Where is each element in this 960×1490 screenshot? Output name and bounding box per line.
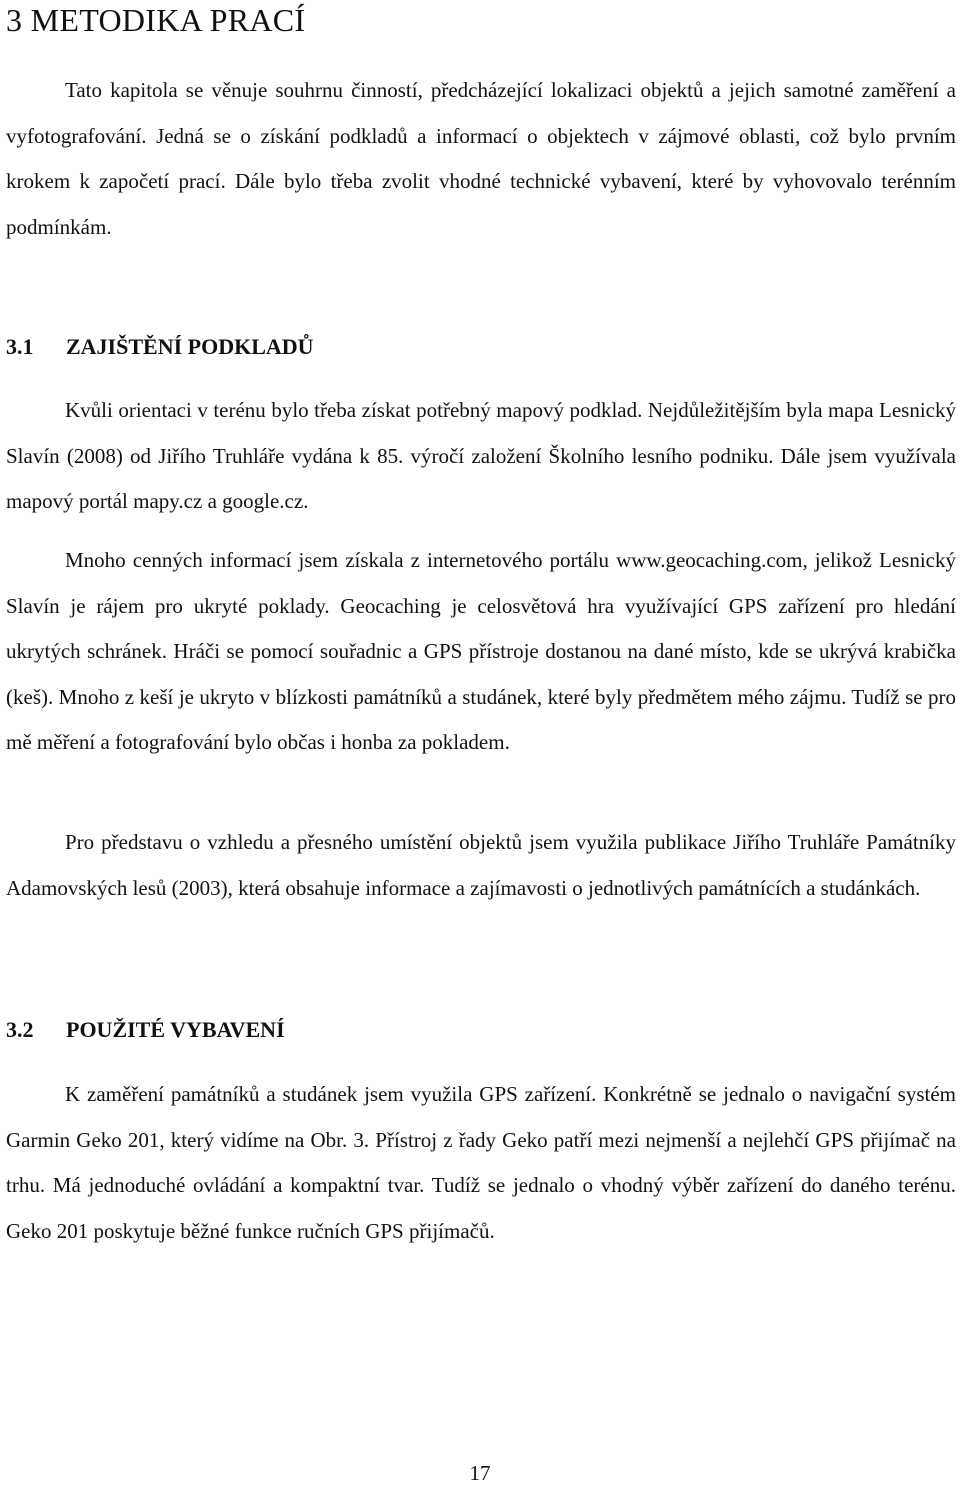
chapter-intro-paragraph: Tato kapitola se věnuje souhrnu činností, předcházející lokalizaci objektů a jejich samotné zaměření a vyfotografování. Jedná se o získání podkladů a informací o objektech v zájmové oblasti, což bylo prvním krokem k započetí prací. Dále bylo třeba zvolit vhodné technické vybavení, které by vyhovovalo terénním podmínkám. [6,78,956,239]
section-title: POUŽITÉ VYBAVENÍ [66,1017,285,1042]
section-number: 3.2 [6,1017,34,1042]
chapter-title: 3 METODIKA PRACÍ [6,2,306,38]
page-number: 17 [469,1461,491,1485]
section-heading-3-2 [6,1015,285,1045]
section-title: ZAJIŠTĚNÍ PODKLADŮ [66,334,314,359]
section-heading-3-1 [6,332,314,362]
section-3-1-paragraph-3: Pro představu o vzhledu a přesného umístění objektů jsem využila publikace Jiřího Truhláře Památníky Adamovských lesů (2003), která obsahuje informace a zajímavosti o jednotlivých památnících a studánkách. [6,830,956,900]
section-number: 3.1 [6,334,34,359]
section-3-1-paragraph-2: Mnoho cenných informací jsem získala z internetového portálu www.geocaching.com, jelikož Lesnický Slavín je rájem pro ukryté poklady. Geocaching je celosvětová hra využívající GPS zařízení pro hledání ukrytých schránek. Hráči se pomocí souřadnic a GPS přístroje dostanou na dané místo, kde se ukrývá krabička (keš). Mnoho z keší je ukryto v blízkosti památníků a studánek, které byly předmětem mého zájmu. Tudíž se pro mě měření a fotografování bylo občas i honba za pokladem. [6,548,956,754]
section-3-2-paragraph-1: K zaměření památníků a studánek jsem využila GPS zařízení. Konkrétně se jednalo o navigační systém Garmin Geko 201, který vidíme na Obr. 3. Přístroj z řady Geko patří mezi nejmenší a nejlehčí GPS přijímač na trhu. Má jednoduché ovládání a kompaktní tvar. Tudíž se jednalo o vhodný výběr zařízení do daného terénu. Geko 201 poskytuje běžné funkce ručních GPS přijímačů. [6,1082,956,1243]
section-3-1-paragraph-1: Kvůli orientaci v terénu bylo třeba získat potřebný mapový podklad. Nejdůležitějším byla mapa Lesnický Slavín (2008) od Jiřího Truhláře vydána k 85. výročí založení Školního lesního podniku. Dále jsem využívala mapový portál mapy.cz a google.cz. [6,398,956,513]
